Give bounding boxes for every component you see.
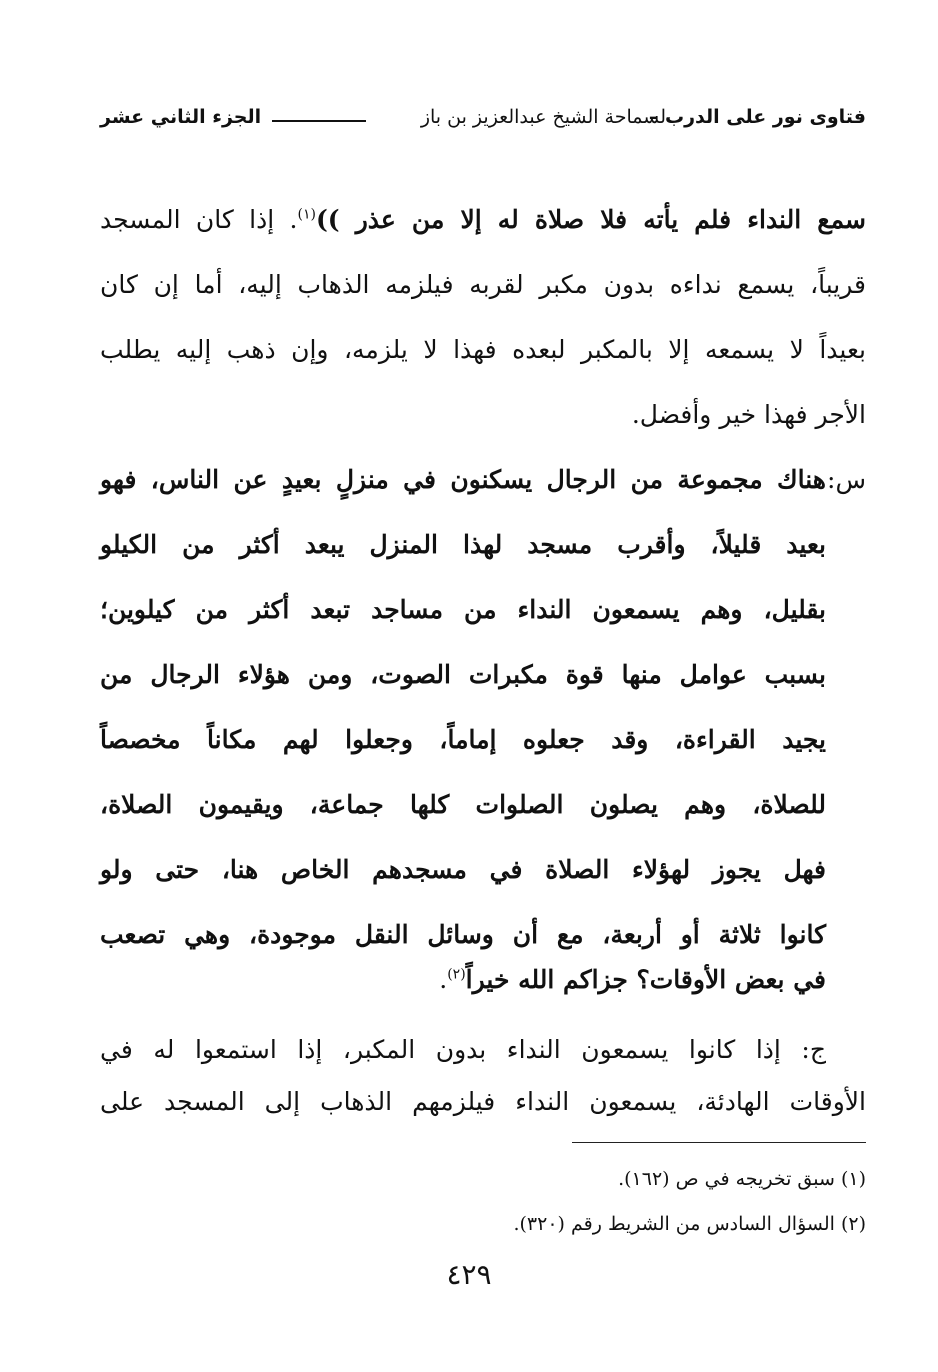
- footnote-rule: [572, 1142, 866, 1143]
- question-line: كانوا ثلاثة أو أربعة، مع أن وسائل النقل موجودة، وهي تصعب: [100, 920, 826, 949]
- question-end: .: [439, 965, 448, 994]
- question-line: بسبب عوامل منها قوة مكبرات الصوت، ومن هؤلاء الرجال من: [100, 660, 826, 689]
- question-marker: س:: [827, 465, 866, 494]
- question-line: يجيد القراءة، وقد جعلوه إماماً، وجعلوا لهم مكاناً مخصصاً: [100, 725, 826, 754]
- question-line: بعيد قليلاً، وأقرب مسجد لهذا المنزل يبعد أكثر من الكيلو: [100, 530, 826, 559]
- page-number: ٤٢٩: [446, 1258, 492, 1291]
- paragraph-line: قريباً، يسمع نداءه بدون مكبر لقربه فيلزمه الذهاب إليه، أما إن كان: [100, 270, 866, 299]
- question-line: هناك مجموعة من الرجال يسكنون في منزلٍ بعيدٍ عن الناس، فهو: [100, 465, 826, 494]
- author-name: لسماحة الشيخ عبدالعزيز بن باز: [420, 106, 666, 128]
- question-line: [439, 960, 826, 1000]
- header-rule: [272, 120, 366, 122]
- footnote-ref: (٢): [447, 966, 466, 983]
- footnote-1: (١) سبق تخريجه في ص (١٦٢).: [618, 1168, 866, 1190]
- question-line: بقليل، وهم يسمعون النداء من مساجد تبعد أكثر من كيلوين؛: [100, 595, 826, 624]
- paragraph-line: الأجر فهذا خير وأفضل.: [631, 400, 866, 429]
- question-text: في بعض الأوقات؟ جزاكم الله خيراً: [465, 965, 826, 994]
- paragraph-line: بعيداً لا يسمعه إلا بالمكبر لبعده فهذا لا يلزمه، وإن ذهب إليه يطلب: [100, 335, 866, 364]
- hadith-text: سمع النداء فلم يأته فلا صلاة له إلا من عذر )): [315, 205, 866, 234]
- footnote-ref: (١): [297, 206, 316, 223]
- paragraph-text: . إذا كان المسجد: [100, 205, 298, 234]
- book-title: فتاوى نور على الدرب –: [648, 106, 866, 128]
- paragraph-line: [100, 200, 866, 240]
- answer-line: الأوقات الهادئة، يسمعون النداء فيلزمهم الذهاب إلى المسجد على: [100, 1087, 866, 1116]
- footnote-2: (٢) السؤال السادس من الشريط رقم (٣٢٠).: [513, 1213, 866, 1235]
- question-line: للصلاة، وهم يصلون الصلوات كلها جماعة، ويقيمون الصلاة،: [100, 790, 826, 819]
- running-header: [100, 100, 866, 140]
- question-line: فهل يجوز لهؤلاء الصلاة في مسجدهم الخاص هنا، حتى ولو: [100, 855, 826, 884]
- answer-line: ج: إذا كانوا يسمعون النداء بدون المكبر، إذا استمعوا له في: [100, 1035, 826, 1064]
- volume-label: الجزء الثاني عشر: [100, 106, 262, 128]
